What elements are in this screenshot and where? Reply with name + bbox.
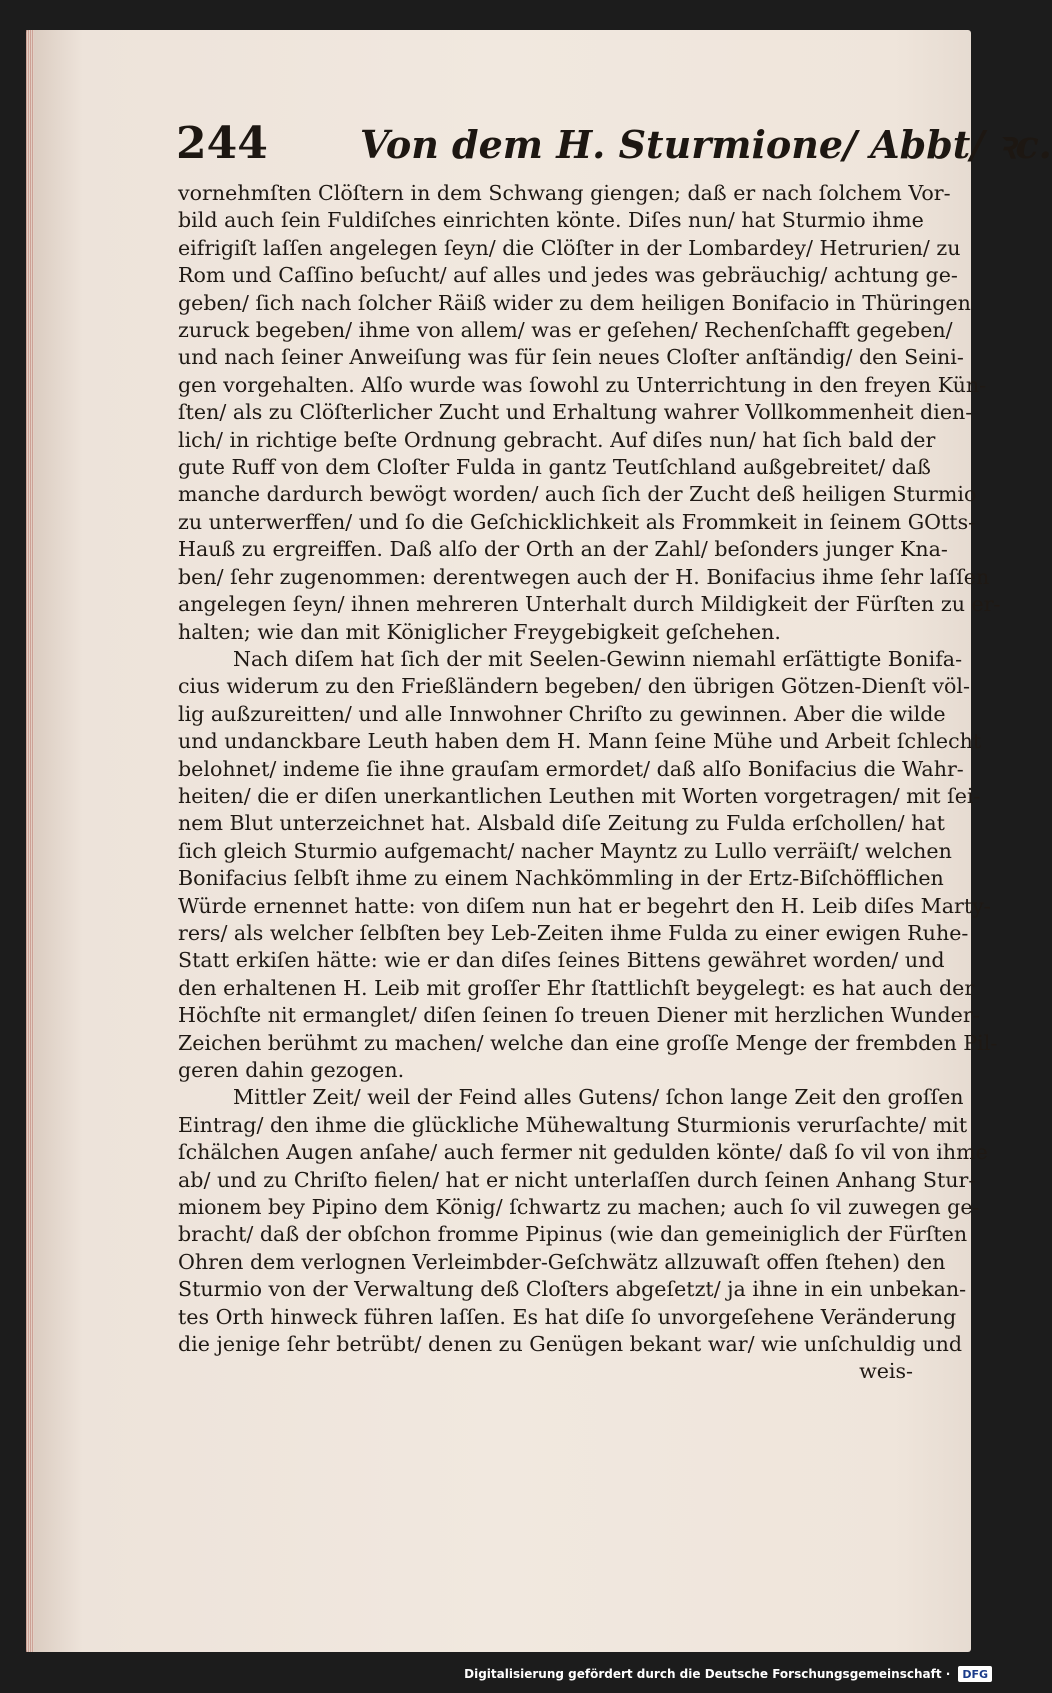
text-line: Ohren dem verlognen Verleimbder-Geſchwätz allzuwaſt offen ſtehen) den [178,1249,946,1274]
text-line: zu unterwerffen/ und ſo die Geſchicklichkeit als Frommkeit in ſeinem GOtts- [178,509,976,534]
text-line: Bonifacius ſelbſt ihme zu einem Nachkömmling in der Ertz-Biſchöfflichen [178,866,944,891]
catchword: weis- [859,1359,913,1384]
text-line: rers/ als welcher ſelbſten bey Leb-Zeiten ihme Fulda zu einer ewigen Ruhe- [178,920,969,945]
paragraph-start-line: Mittler Zeit/ weil der Feind alles Gutens/ ſchon lange Zeit den groſſen [233,1085,964,1110]
text-line: Sturmio von der Verwaltung deß Cloſters abgeſetzt/ ja ihne in ein unbekan- [178,1277,967,1302]
text-line: geren dahin gezogen. [178,1058,405,1082]
text-line: zuruck begeben/ ihme von allem/ was er geſehen/ Rechenſchafft gegeben/ [178,318,953,343]
text-line: ben/ ſehr zugenommen: derentwegen auch der H. Bonifacius ihme ſehr laſſen [178,564,990,589]
text-line: und nach ſeiner Anweiſung was für ſein neues Cloſter anſtändig/ den Seini- [178,345,964,370]
text-line: den erhaltenen H. Leib mit groſſer Ehr ſtattlichſt beygelegt: es hat auch der [178,975,975,1000]
text-line: gute Ruff von dem Cloſter Fulda in gantz Teutſchland außgebreitet/ daß [178,455,931,480]
text-line: mionem bey Pipino dem König/ ſchwartz zu machen; auch ſo vil zuwegen ge- [178,1195,980,1220]
text-line: Statt erkiſen hätte: wie er dan diſes ſeines Bittens gewähret worden/ und [178,948,945,973]
footer-bar [0,1663,992,1685]
text-line: Würde ernennet hatte: von diſem nun hat er begehrt den H. Leib diſes Marty- [178,893,991,918]
running-title: Von dem H. Sturmione/ Abbt/ ꝛc. [359,122,1052,167]
text-line: nem Blut unterzeichnet hat. Alsbald diſe Zeitung zu Fulda erſchollen/ hat [178,811,945,836]
text-line: Hauß zu ergreiffen. Daß alſo der Orth an der Zahl/ beſonders junger Kna- [178,537,948,562]
text-line: bild auch ſein Fuldiſches einrichten könte. Diſes nun/ hat Sturmio ihme [178,208,924,233]
text-line: lig außzureitten/ und alle Innwohner Chriſto zu gewinnen. Aber die wilde [178,701,946,726]
text-line: tes Orth hinweck führen laſſen. Es hat diſe ſo unvorgeſehene Veränderung [178,1304,957,1329]
text-line: die jenige ſehr betrübt/ denen zu Genügen bekant war/ wie unſchuldig und [178,1332,963,1357]
text-line: Zeichen berühmt zu machen/ welche dan eine groſſe Menge der frembden Pil- [178,1030,998,1055]
text-line: angelegen ſeyn/ ihnen mehreren Unterhalt durch Mildigkeit der Fürſten zu er- [178,592,1001,617]
page-number: 244 [176,118,268,169]
text-line: cius widerum zu den Frießländern begeben/ den übrigen Götzen-Dienſt völ- [178,674,970,699]
text-line: heiten/ die er diſen unerkantlichen Leuthen mit Worten vorgetragen/ mit ſei- [178,783,981,808]
text-line: manche dardurch bewögt worden/ auch ſich der Zucht deß heiligen Sturmio [178,482,977,507]
paragraph-start-line: Nach diſem hat ſich der mit Seelen-Gewinn niemahl erſättigte Bonifa- [233,646,963,671]
dfg-logo-icon: DFG [958,1666,992,1682]
page-edge [26,30,34,1652]
text-line: Eintrag/ den ihme die glückliche Mühewaltung Sturmionis verurſachte/ mit [178,1112,968,1137]
text-line: belohnet/ indeme ſie ihne grauſam ermordet/ daß alſo Bonifacius die Wahr- [178,756,964,781]
text-line: bracht/ daß der obſchon fromme Pipinus (wie dan gemeiniglich der Fürſten [178,1222,968,1247]
book-page [26,30,1052,1652]
text-line: geben/ ſich nach ſolcher Räiß wider zu dem heiligen Bonifacio in Thüringen [178,290,971,315]
page-header [176,118,1052,188]
text-line: eifrigiſt laſſen angelegen ſeyn/ die Clöſter in der Lombardey/ Hetrurien/ zu [178,235,961,260]
text-line: Rom und Caſſino beſucht/ auf alles und jedes was gebräuchig/ achtung ge- [178,263,958,288]
funding-credit: Digitalisierung gefördert durch die Deutsche Forschungsgemeinschaft · [464,1667,951,1681]
text-line: ab/ und zu Chriſto fielen/ hat er nicht unterlaſſen durch ſeinen Anhang Stur- [178,1167,976,1192]
text-line: ſchälchen Augen anſahe/ auch fermer nit gedulden könte/ daß ſo vil von ihme [178,1140,988,1165]
body-text [178,180,1001,1386]
text-line: ſich gleich Sturmio aufgemacht/ nacher Mayntz zu Lullo verräiſt/ welchen [178,838,952,863]
text-line: vornehmſten Clöſtern in dem Schwang giengen; daß er nach ſolchem Vor- [178,181,951,205]
text-line: gen vorgehalten. Alſo wurde was ſowohl zu Unterrichtung in den freyen Kün- [178,372,987,397]
text-line: und undanckbare Leuth haben dem H. Mann ſeine Mühe und Arbeit ſchlecht [178,729,982,754]
text-line: Höchſte nit ermanglet/ diſen ſeinen ſo treuen Diener mit herzlichen Wunder- [178,1003,980,1028]
text-line: halten; wie dan mit Königlicher Freygebigkeit geſchehen. [178,619,781,644]
text-line: ſten/ als zu Clöſterlicher Zucht und Erhaltung wahrer Vollkommenheit dien- [178,400,973,425]
text-line: lich/ in richtige beſte Ordnung gebracht. Auf diſes nun/ hat ſich bald der [178,427,936,452]
